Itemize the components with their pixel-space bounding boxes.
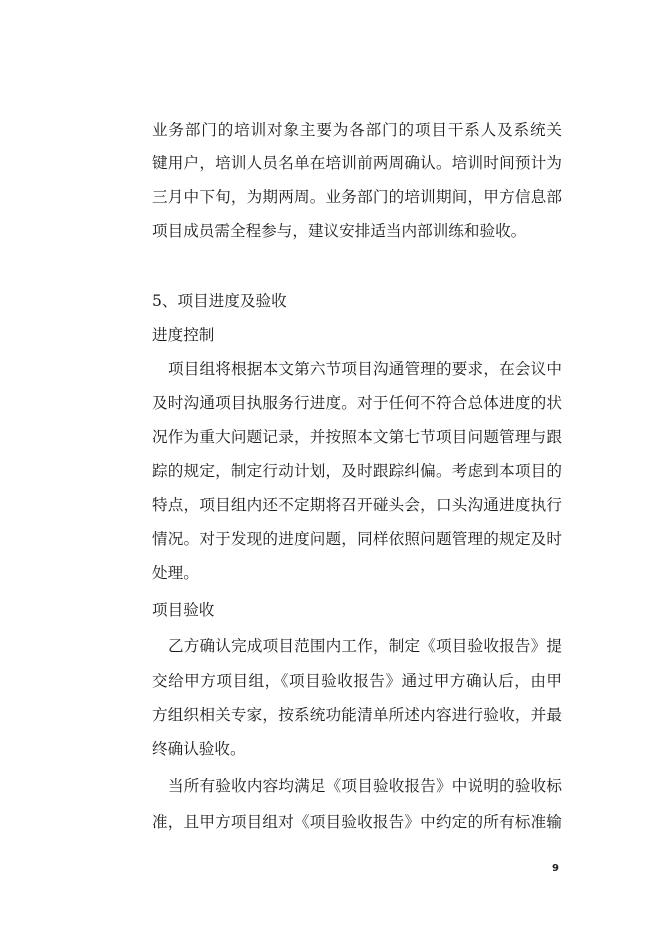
progress-line-6: 情况。对于发现的进度问题，同样依照问题管理的规定及时 <box>152 530 562 548</box>
training-line-4: 项目成员需全程参与，建议安排适当内部训练和验收。 <box>152 222 527 240</box>
acceptance2-line-2: 准，且甲方项目组对《项目验收报告》中约定的所有标准输 <box>152 813 562 831</box>
progress-line-3: 况作为重大问题记录，并按照本文第七节项目问题管理与跟 <box>152 428 562 446</box>
progress-line-7: 处理。 <box>152 564 199 582</box>
acceptance2-line-1: 当所有验收内容均满足《项目验收报告》中说明的验收标 <box>168 777 562 795</box>
acceptance1-line-2: 交给甲方项目组，《项目验收报告》通过甲方确认后，由甲 <box>152 672 562 690</box>
section-heading: 5、项目进度及验收 <box>152 292 287 310</box>
progress-line-1: 项目组将根据本文第六节项目沟通管理的要求，在会议中 <box>168 360 562 378</box>
training-line-2: 键用户，培训人员名单在培训前两周确认。培训时间预计为 <box>152 154 562 172</box>
acceptance1-line-1: 乙方确认完成项目范围内工作，制定《项目验收报告》提 <box>168 637 562 655</box>
acceptance-heading: 项目验收 <box>152 601 215 619</box>
training-line-3: 三月中下旬，为期两周。业务部门的培训期间，甲方信息部 <box>152 188 562 206</box>
training-line-1: 业务部门的培训对象主要为各部门的项目干系人及系统关 <box>152 121 562 139</box>
acceptance1-line-3: 方组织相关专家，按系统功能清单所述内容进行验收，并最 <box>152 706 562 724</box>
progress-line-5: 特点，项目组内还不定期将召开碰头会，口头沟通进度执行 <box>152 496 562 514</box>
progress-heading: 进度控制 <box>152 326 215 344</box>
acceptance1-line-4: 终确认验收。 <box>152 740 246 758</box>
progress-line-2: 及时沟通项目执服务行进度。对于任何不符合总体进度的状 <box>152 394 562 412</box>
page-number: 9 <box>552 863 559 874</box>
progress-line-4: 踪的规定，制定行动计划，及时跟踪纠偏。考虑到本项目的 <box>152 462 562 480</box>
